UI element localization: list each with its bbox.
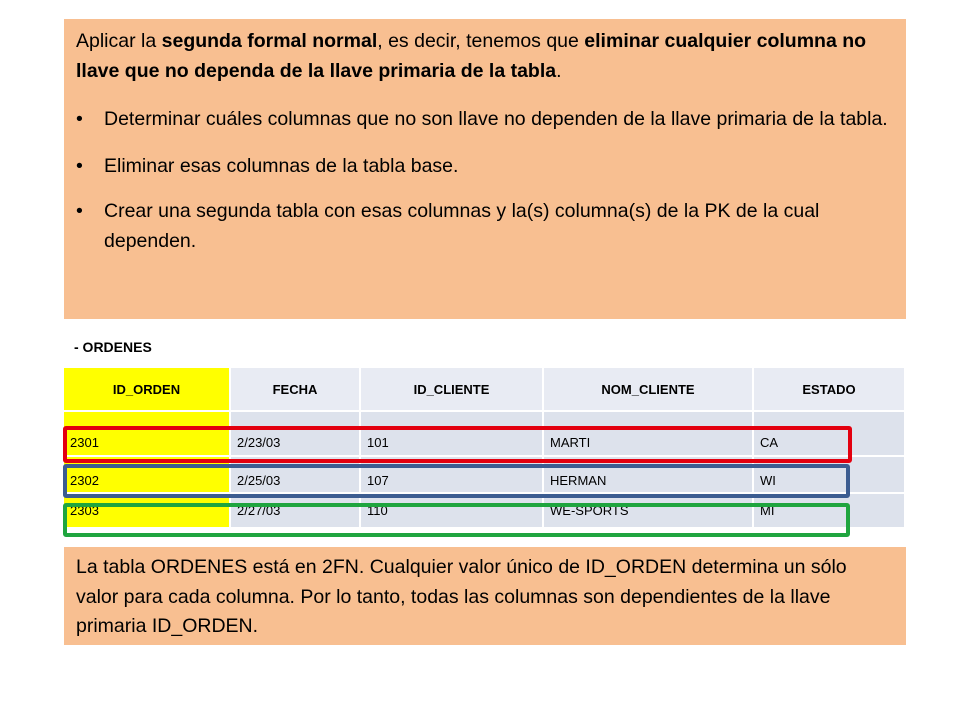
cell-id-orden: 2303: [64, 494, 231, 527]
cell-id-cliente: 110: [361, 494, 544, 527]
row-divider: [64, 492, 904, 494]
steps-list: [76, 105, 892, 256]
table-row: [64, 466, 904, 494]
table-row: [64, 494, 904, 527]
cell-nom-cliente: HERMAN: [544, 466, 754, 494]
table-row: [64, 418, 904, 466]
row-divider: [64, 410, 904, 412]
table-title: - ORDENES: [74, 339, 152, 355]
cell-id-cliente: 101: [361, 418, 544, 466]
conclusion-panel: [64, 547, 906, 645]
intro-bold-1: segunda formal normal: [161, 30, 378, 52]
cell-estado: CA: [754, 418, 904, 466]
header-id-orden: ID_ORDEN: [64, 368, 231, 410]
header-nom-cliente: NOM_CLIENTE: [544, 368, 754, 410]
cell-id-cliente: 107: [361, 466, 544, 494]
row-divider: [64, 455, 904, 457]
instructions-panel: [64, 19, 906, 319]
orders-table: [64, 368, 904, 527]
intro-text-2: , es decir, tenemos que: [377, 30, 585, 52]
cell-nom-cliente: WE-SPORTS: [544, 494, 754, 527]
cell-estado: WI: [754, 466, 904, 494]
cell-fecha: 2/23/03: [231, 418, 361, 466]
cell-id-orden: 2302: [64, 466, 231, 494]
step-item: • Determinar cuáles columnas que no son llave no dependen de la llave primaria de la tabla.: [76, 105, 892, 135]
conclusion-text: La tabla ORDENES está en 2FN. Cualquier valor único de ID_ORDEN determina un sólo valor para cada columna. Por lo tanto, todas las columnas son dependientes de la llave primaria ID_ORDEN.: [76, 556, 847, 637]
step-item: • Crear una segunda tabla con esas columnas y la(s) columna(s) de la PK de la cual dependen.: [76, 197, 892, 256]
cell-nom-cliente: MARTI: [544, 418, 754, 466]
table-header-row: [64, 368, 904, 410]
intro-text-3: .: [556, 59, 562, 82]
intro-bold-2: eliminar cualquier columna no llave que no dependa de la llave primaria de la tabla: [76, 30, 867, 82]
header-estado: ESTADO: [754, 368, 904, 410]
cell-fecha: 2/27/03: [231, 494, 361, 527]
intro-text-1: Aplicar la: [76, 30, 162, 52]
header-id-cliente: ID_CLIENTE: [361, 368, 544, 410]
header-fecha: FECHA: [231, 368, 361, 410]
intro-paragraph: [76, 27, 892, 86]
step-item: • Eliminar esas columnas de la tabla base.: [76, 152, 892, 182]
cell-id-orden: 2301: [64, 418, 231, 466]
cell-fecha: 2/25/03: [231, 466, 361, 494]
cell-estado: MI: [754, 494, 904, 527]
